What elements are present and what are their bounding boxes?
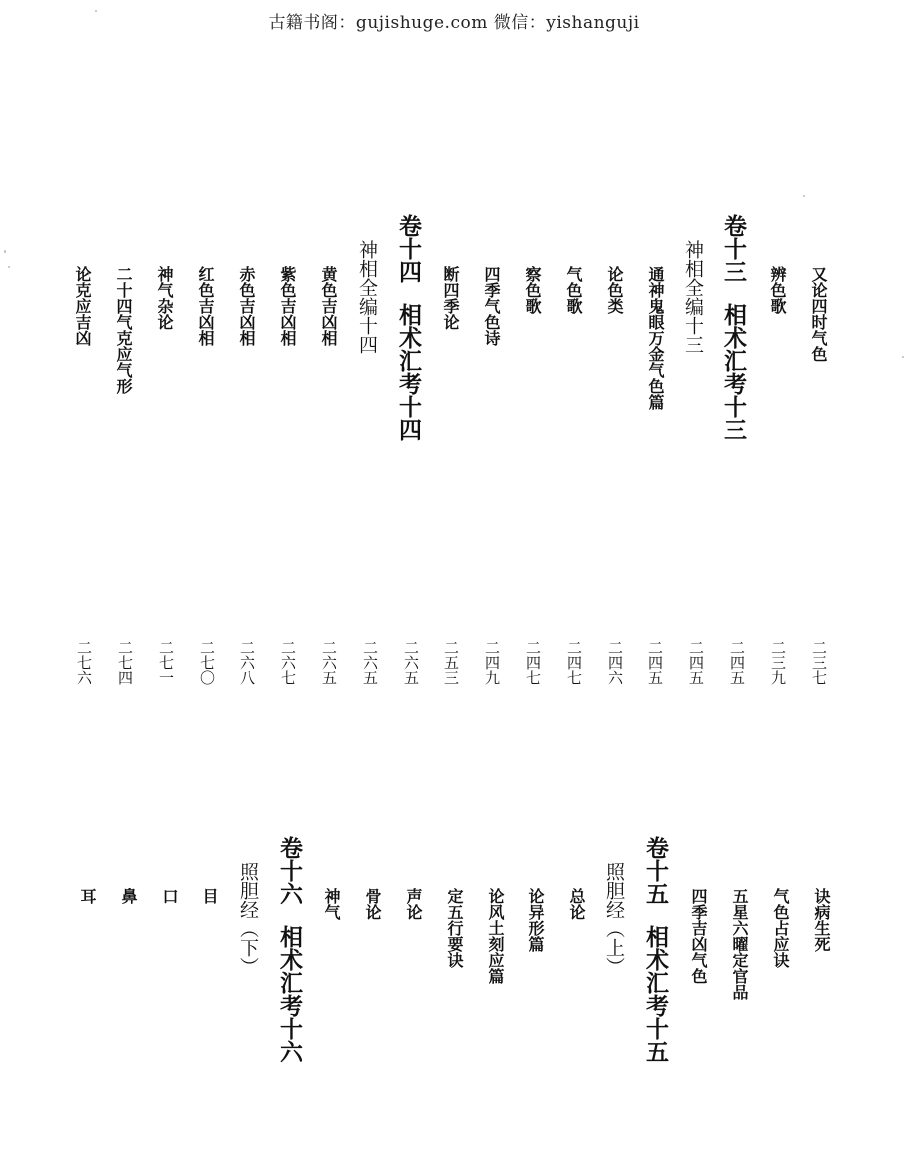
toc-entry: 口: [160, 888, 179, 904]
toc-entry: 察色歌: [523, 266, 542, 314]
volume-title: 相术汇考十三: [720, 303, 747, 441]
page-number: 二四七: [524, 640, 542, 685]
page-number: 二四五: [646, 640, 664, 685]
volume-number: 卷十四: [395, 214, 422, 283]
volume-heading: [640, 836, 668, 1063]
volume-number: 卷十五: [642, 836, 669, 905]
volume-heading: [274, 836, 302, 1063]
page-number: 二三九: [769, 640, 787, 685]
page-number: 二七一: [157, 640, 175, 685]
page-number: 二四九: [483, 640, 501, 685]
toc-entry: 骨论: [363, 888, 382, 920]
page-number: 二七四: [116, 640, 134, 685]
page-number: 二四五: [728, 640, 746, 685]
toc-entry: 黄色吉凶相: [319, 266, 338, 346]
volume-number: 卷十三: [720, 214, 747, 283]
scan-speck: [902, 356, 904, 358]
volume-heading: [393, 214, 421, 441]
toc-entry: 声论: [404, 888, 423, 920]
toc-entry: 通神鬼眼万金气色篇: [646, 266, 665, 410]
toc-entry: 鼻: [119, 888, 138, 904]
volume-title: 相术汇考十五: [642, 925, 669, 1063]
toc-entry: 四季吉凶气色: [689, 888, 708, 984]
page-number: 二七〇: [198, 640, 216, 685]
page-number: 二三七: [810, 640, 828, 685]
toc-subtitle: 照胆经（上）: [603, 862, 625, 976]
page-number: 二六八: [238, 640, 256, 685]
page-header: 古籍书阁：gujishuge.com 微信：yishanguji: [268, 13, 640, 33]
volume-number: 卷十六: [276, 836, 303, 905]
scan-speck: [95, 10, 97, 12]
scan-speck: [4, 250, 6, 253]
scan-speck: [8, 266, 10, 268]
toc-entry: 断四季论: [441, 266, 460, 330]
page-number: 二六五: [361, 640, 379, 685]
toc-entry: 定五行要诀: [445, 888, 464, 968]
page-number: 二四六: [606, 640, 624, 685]
toc-subtitle: 神相全编十四: [356, 240, 378, 354]
toc-entry: 论异形篇: [526, 888, 545, 952]
toc-subtitle: 神相全编十三: [682, 240, 704, 354]
page-number: 二六七: [279, 640, 297, 685]
toc-entry: 五星六曜定官品: [730, 888, 749, 1000]
toc-entry: 二十四气克应气形: [114, 266, 133, 394]
toc-entry: 目: [200, 888, 219, 904]
toc-entry: 神气: [322, 888, 341, 920]
toc-entry: 论风土刻应篇: [486, 888, 505, 984]
toc-entry: 辨色歌: [768, 266, 787, 314]
toc-entry: 紫色吉凶相: [278, 266, 297, 346]
toc-entry: 红色吉凶相: [196, 266, 215, 346]
toc-entry: 气色歌: [564, 266, 583, 314]
page-number: 二四七: [565, 640, 583, 685]
toc-entry: 诀病生死: [812, 888, 831, 952]
page-number: 二四五: [687, 640, 705, 685]
toc-entry: 论克应吉凶: [73, 266, 92, 346]
page-number: 二六五: [320, 640, 338, 685]
volume-title: 相术汇考十四: [395, 303, 422, 441]
toc-entry: 四季气色诗: [482, 266, 501, 346]
toc-entry: 气色占应诀: [771, 888, 790, 968]
page-number: 二七六: [75, 640, 93, 685]
page-number: 二六五: [402, 640, 420, 685]
toc-entry: 赤色吉凶相: [237, 266, 256, 346]
page-number: 二五三: [442, 640, 460, 685]
volume-title: 相术汇考十六: [276, 925, 303, 1063]
toc-entry: 耳: [78, 888, 97, 904]
toc-entry: 神气杂论: [155, 266, 174, 330]
toc-subtitle: 照胆经（下）: [237, 862, 259, 976]
toc-entry: 论色类: [605, 266, 624, 314]
scan-speck: [803, 195, 805, 197]
toc-entry: 又论四时气色: [809, 266, 828, 362]
toc-entry: 总论: [567, 888, 586, 920]
volume-heading: [718, 214, 746, 441]
